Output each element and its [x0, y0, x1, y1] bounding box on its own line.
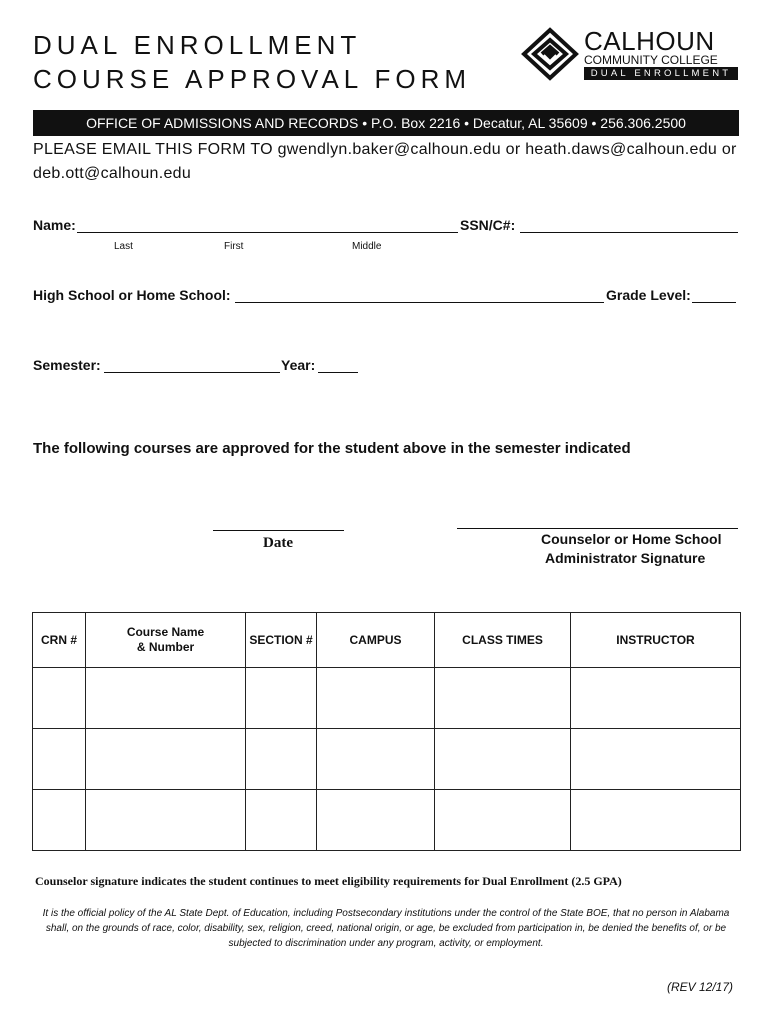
class-times-cell[interactable] [435, 729, 571, 790]
table-row [33, 729, 741, 790]
semester-label: Semester: [33, 357, 101, 373]
campus-cell[interactable] [317, 668, 435, 729]
campus-cell[interactable] [317, 790, 435, 851]
nondiscrimination-policy: It is the official policy of the AL State Dept. of Education, including Postsecondary institutions under the control of the State BOE, that no person in Alabama shall, on the grounds of race, color, disability, sex, religion, creed, national origin, or age, be excluded from participation in, be denied the benefits of, or be subjected to discrimination under any program, activity, or employment. [42, 908, 730, 949]
email-instructions: PLEASE EMAIL THIS FORM TO gwendlyn.baker@calhoun.edu or heath.daws@calhoun.edu or deb.ott@calhoun.edu [33, 141, 737, 182]
crn-cell[interactable] [33, 729, 86, 790]
signature-field[interactable] [457, 528, 738, 529]
approval-statement: The following courses are approved for the student above in the semester indicated [33, 440, 631, 457]
semester-field[interactable] [104, 372, 280, 373]
section-cell[interactable] [246, 729, 317, 790]
instructor-header: INSTRUCTOR [571, 613, 741, 668]
crn-cell[interactable] [33, 668, 86, 729]
grade-label: Grade Level: [606, 287, 691, 303]
calhoun-logo [520, 26, 740, 82]
section-cell[interactable] [246, 668, 317, 729]
logo-name: CALHOUN [584, 26, 715, 56]
school-field[interactable] [235, 302, 604, 303]
name-middle-caption: Middle [352, 241, 382, 252]
course-header [86, 613, 246, 668]
grade-field[interactable] [692, 302, 736, 303]
section-header: SECTION # [246, 613, 317, 668]
crn-cell[interactable] [33, 790, 86, 851]
class-times-cell[interactable] [435, 668, 571, 729]
class-times-cell[interactable] [435, 790, 571, 851]
course-table [32, 612, 741, 851]
table-row [33, 790, 741, 851]
school-label: High School or Home School: [33, 287, 231, 303]
name-field[interactable] [77, 232, 458, 233]
signature-label-line2: Administrator Signature [545, 550, 706, 566]
table-header-row [33, 613, 741, 668]
date-field[interactable] [213, 530, 344, 531]
logo-tagline: DUAL ENROLLMENT [584, 68, 738, 80]
ssn-field[interactable] [520, 232, 738, 233]
course-cell[interactable] [86, 729, 246, 790]
date-label: Date [263, 535, 293, 551]
course-cell[interactable] [86, 668, 246, 729]
crn-header: CRN # [33, 613, 86, 668]
ssn-label: SSN/C#: [460, 217, 516, 233]
campus-header: CAMPUS [317, 613, 435, 668]
form-title-line1: DUAL ENROLLMENT [33, 30, 362, 60]
table-row [33, 668, 741, 729]
instructor-cell[interactable] [571, 729, 741, 790]
signature-label-line1: Counselor or Home School [541, 531, 722, 547]
class-times-header: CLASS TIMES [435, 613, 571, 668]
office-contact-bar: OFFICE OF ADMISSIONS AND RECORDS • P.O. Box 2216 • Decatur, AL 35609 • 256.306.2500 [33, 110, 739, 136]
name-last-caption: Last [114, 241, 133, 252]
course-cell[interactable] [86, 790, 246, 851]
instructor-cell[interactable] [571, 668, 741, 729]
calhoun-diamond-logo-icon [520, 26, 580, 82]
course-header-line2: & Number [136, 640, 195, 654]
campus-cell[interactable] [317, 729, 435, 790]
name-label: Name: [33, 217, 76, 233]
revision-label: (REV 12/17) [667, 980, 734, 994]
course-header-line1: Course Name [126, 625, 205, 639]
year-field[interactable] [318, 372, 358, 373]
logo-subtitle: COMMUNITY COLLEGE [584, 54, 738, 68]
eligibility-note: Counselor signature indicates the student continues to meet eligibility requirements for Dual Enrollment (2.5 GPA) [35, 874, 622, 888]
section-cell[interactable] [246, 790, 317, 851]
name-first-caption: First [224, 241, 244, 252]
year-label: Year: [281, 357, 316, 373]
instructor-cell[interactable] [571, 790, 741, 851]
form-title-line2: COURSE APPROVAL FORM [33, 64, 472, 94]
